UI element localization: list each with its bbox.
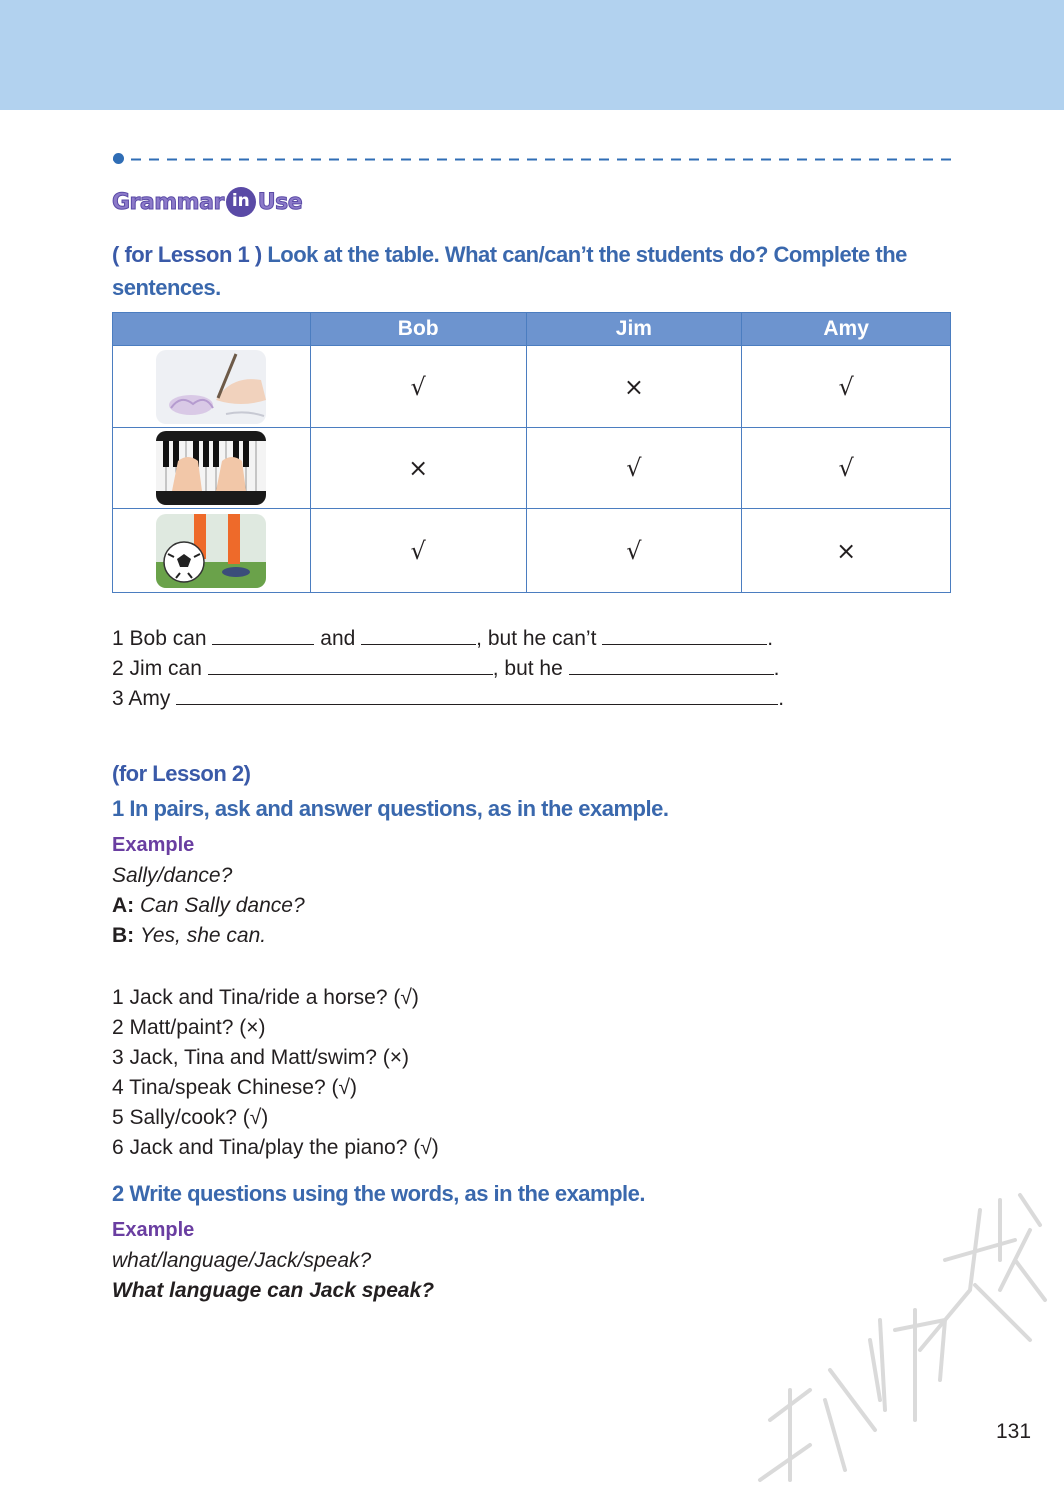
table-header-cell: Jim <box>526 313 742 346</box>
sentence-1: 1 Bob can and , but he can’t . <box>112 627 774 650</box>
table-header-cell: Amy <box>742 313 951 346</box>
table-header-cell <box>113 313 311 346</box>
example-answer: What language can Jack speak? <box>112 1279 435 1302</box>
example-prompt: what/language/Jack/speak? <box>112 1249 372 1272</box>
list-item: 4 Tina/speak Chinese? (√) <box>112 1076 357 1099</box>
answer-blank[interactable] <box>569 655 774 675</box>
task1-list <box>112 983 439 1163</box>
publisher-watermark-icon <box>730 1190 1060 1500</box>
mark-cell: √ <box>310 509 526 593</box>
example-label: Example <box>112 1219 195 1241</box>
list-item: 3 Jack, Tina and Matt/swim? (×) <box>112 1046 410 1069</box>
list-item: 5 Sally/cook? (√) <box>112 1106 269 1129</box>
grammar-in-use-logo: Grammar in Use <box>112 183 302 221</box>
mark-cell: × <box>526 346 742 428</box>
table-row <box>113 346 951 428</box>
sentence-2: 2 Jim can , but he . <box>112 657 780 680</box>
example-answer: B: Yes, she can. <box>112 924 267 947</box>
answer-blank[interactable] <box>176 685 778 705</box>
task2-title: 2 Write questions using the words, as in the example. <box>112 1181 645 1206</box>
abilities-table <box>112 312 951 593</box>
lesson1-instruction-line1: Look at the table. What can/can’t the students do? Complete the <box>267 242 907 267</box>
mark-cell: √ <box>526 509 742 593</box>
page-number: 131 <box>996 1420 1032 1443</box>
mark-cell: √ <box>742 428 951 509</box>
mark-cell: √ <box>310 346 526 428</box>
dashed-divider <box>113 158 955 161</box>
mark-cell: × <box>742 509 951 593</box>
task1-title: 1 In pairs, ask and answer questions, as in the example. <box>112 796 669 821</box>
mark-cell: √ <box>742 346 951 428</box>
example-label: Example <box>112 834 195 856</box>
lesson1-instruction <box>112 238 962 304</box>
sentence-3: 3 Amy . <box>112 687 785 710</box>
table-row <box>113 428 951 509</box>
divider-dot-icon <box>113 153 124 164</box>
answer-blank[interactable] <box>361 625 476 645</box>
answer-blank[interactable] <box>212 625 314 645</box>
football-icon <box>156 514 266 588</box>
painting-hand-icon <box>156 350 266 424</box>
piano-hands-icon <box>156 431 266 505</box>
example-prompt: Sally/dance? <box>112 864 233 887</box>
lesson2-tag: (for Lesson 2) <box>112 761 251 786</box>
answer-blank[interactable] <box>602 625 767 645</box>
lesson1-tag: ( for Lesson 1 ) <box>112 242 262 267</box>
answer-blank[interactable] <box>208 655 493 675</box>
table-header-row <box>113 313 951 346</box>
header-band <box>0 0 1064 110</box>
list-item: 6 Jack and Tina/play the piano? (√) <box>112 1136 439 1159</box>
example-question: A: Can Sally dance? <box>112 894 305 917</box>
list-item: 1 Jack and Tina/ride a horse? (√) <box>112 986 419 1009</box>
mark-cell: × <box>310 428 526 509</box>
lesson1-instruction-line2: sentences. <box>112 275 221 300</box>
table-row <box>113 509 951 593</box>
mark-cell: √ <box>526 428 742 509</box>
table-header-cell: Bob <box>310 313 526 346</box>
list-item: 2 Matt/paint? (×) <box>112 1016 266 1039</box>
